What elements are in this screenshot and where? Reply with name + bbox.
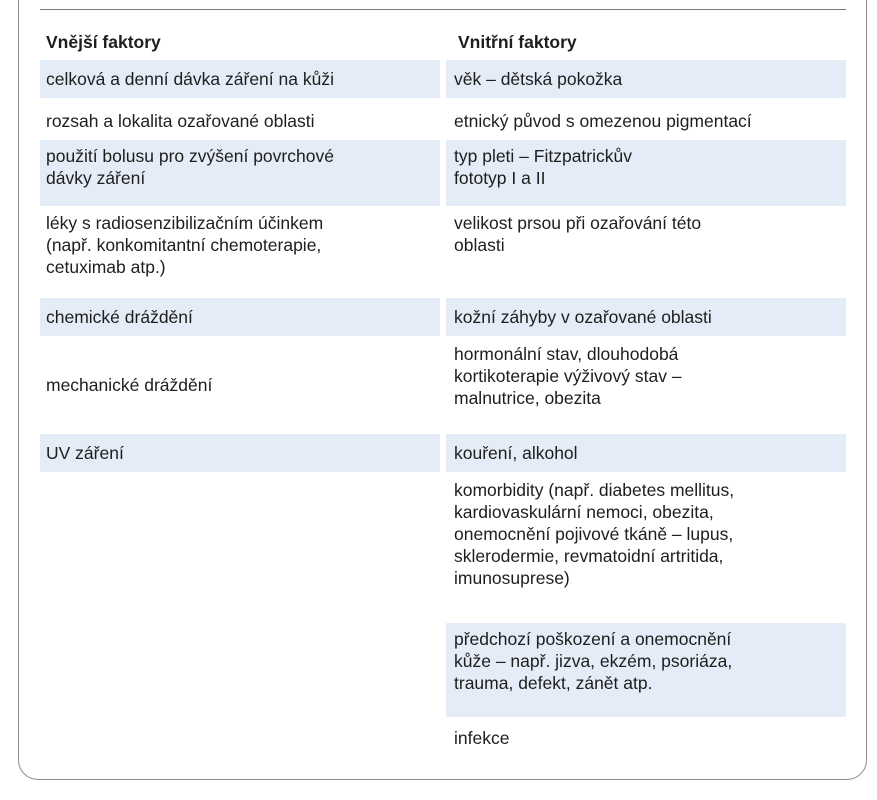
internal-factor-cell: věk – dětská pokožka — [446, 60, 846, 98]
internal-factor-cell: předchozí poškození a onemocnění kůže – např. jizva, ekzém, psoriáza, trauma, defekt, zánět atp. — [446, 623, 846, 717]
internal-factor-cell: komorbidity (např. diabetes mellitus, kardiovaskulární nemoci, obezita, onemocnění pojivové tkáně – lupus, sklerodermie, revmatoidní artritida, imunosuprese) — [454, 480, 735, 588]
internal-factor-cell: infekce — [454, 728, 510, 748]
internal-factor-cell: typ pleti – Fitzpatrickův fototyp I a II — [446, 140, 846, 206]
external-factor-cell: mechanické dráždění — [46, 375, 213, 395]
external-factor-cell: chemické dráždění — [40, 298, 440, 336]
external-factor-cell: léky s radiosenzibilizačním účinkem (např. konkomitantní chemoterapie, cetuximab atp.) — [46, 213, 324, 277]
top-rule — [40, 9, 846, 10]
internal-factor-cell: kožní záhyby v ozařované oblasti — [446, 298, 846, 336]
external-factor-cell: UV záření — [40, 434, 440, 472]
header-external-factors: Vnější faktory — [46, 32, 161, 52]
internal-factor-cell: kouření, alkohol — [446, 434, 846, 472]
internal-factor-cell: velikost prsou při ozařování této oblasti — [454, 213, 702, 255]
internal-factor-cell: etnický původ s omezenou pigmentací — [454, 111, 752, 131]
external-factor-cell: celková a denní dávka záření na kůži — [40, 60, 440, 98]
internal-factor-cell: hormonální stav, dlouhodobá kortikoterapie výživový stav – malnutrice, obezita — [454, 344, 682, 408]
header-internal-factors: Vnitřní faktory — [458, 32, 577, 52]
external-factor-cell: použití bolusu pro zvýšení povrchové dávky záření — [40, 140, 440, 206]
external-factor-cell: rozsah a lokalita ozařované oblasti — [46, 111, 315, 131]
